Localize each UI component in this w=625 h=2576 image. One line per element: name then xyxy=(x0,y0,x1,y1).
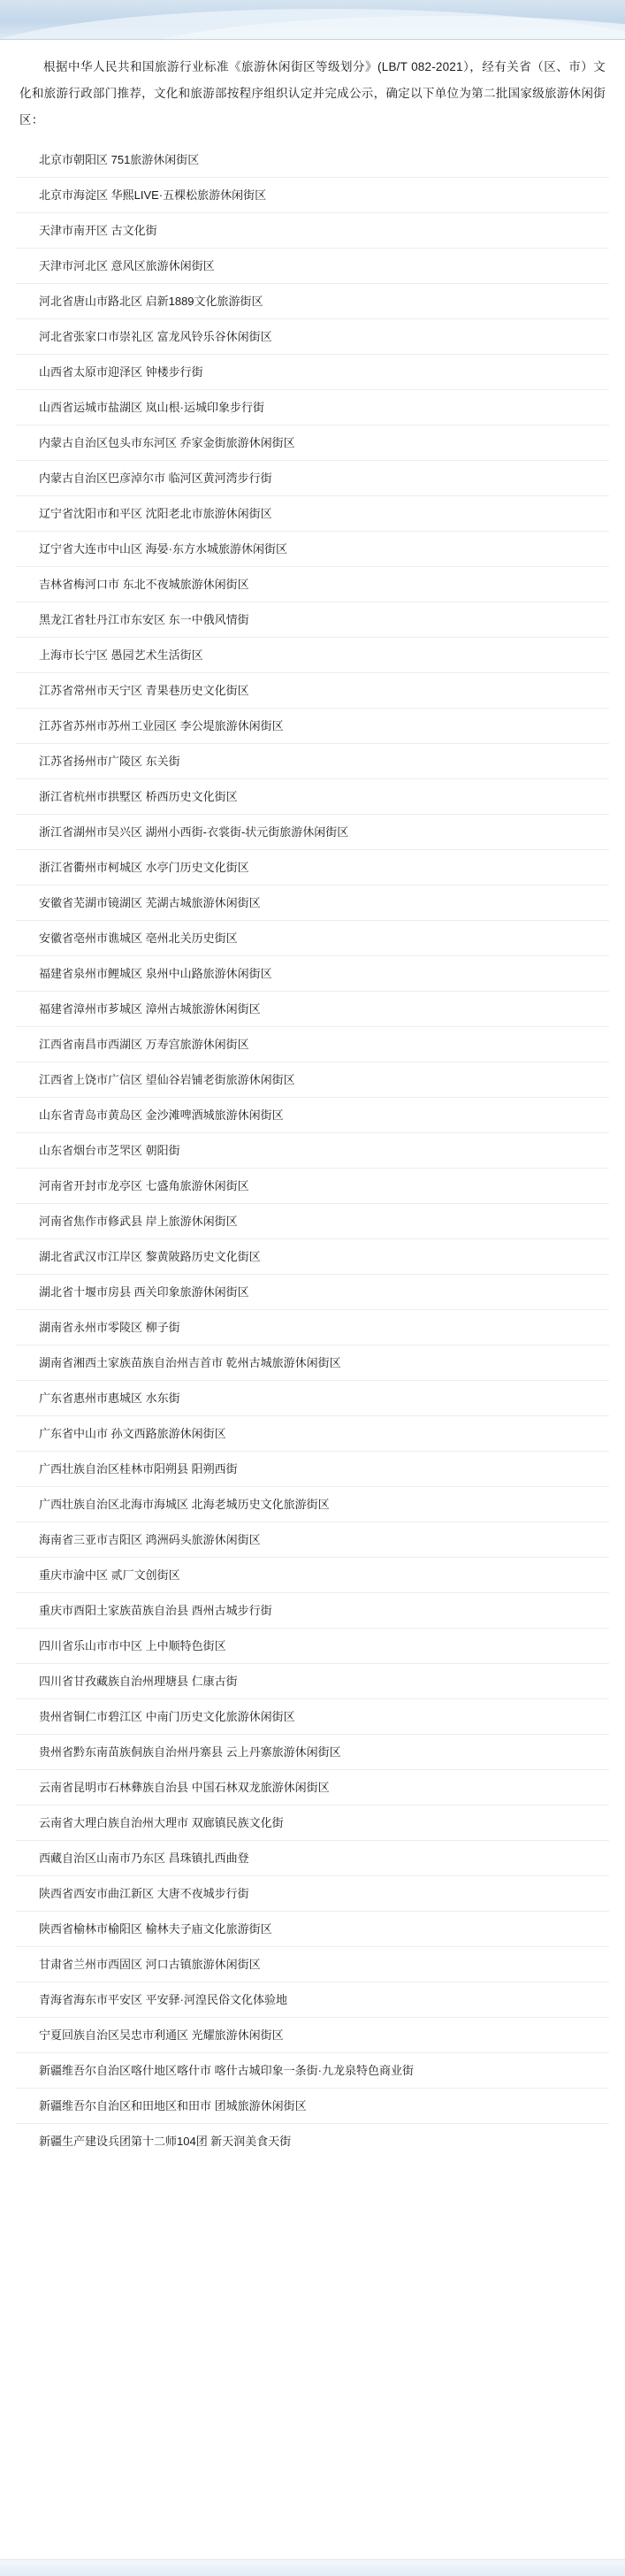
intro-paragraph: 根据中华人民共和国旅游行业标准《旅游休闲街区等级划分》(LB/T 082-2021），经有关省（区、市）文化和旅游行政部门推荐，文化和旅游部按程序组织认定并完成公示，确定以下单位为第二批国家级旅游休闲街区： xyxy=(19,60,606,126)
page-header-banner xyxy=(0,0,625,40)
list-item: 贵州省黔东南苗族侗族自治州丹寨县 云上丹寨旅游休闲街区 xyxy=(16,1735,609,1770)
document-content xyxy=(0,40,625,2180)
list-item: 上海市长宁区 愚园艺术生活街区 xyxy=(16,638,609,673)
list-item: 山东省烟台市芝罘区 朝阳街 xyxy=(16,1133,609,1169)
list-item: 福建省漳州市芗城区 漳州古城旅游休闲街区 xyxy=(16,992,609,1027)
list-item: 重庆市渝中区 贰厂文创街区 xyxy=(16,1558,609,1593)
list-item: 北京市朝阳区 751旅游休闲街区 xyxy=(16,142,609,178)
list-item: 黑龙江省牡丹江市东安区 东一中俄风情街 xyxy=(16,602,609,638)
list-item: 西藏自治区山南市乃东区 昌珠镇扎西曲登 xyxy=(16,1841,609,1876)
list-item: 云南省大理白族自治州大理市 双廊镇民族文化街 xyxy=(16,1806,609,1841)
list-item: 湖北省武汉市江岸区 黎黄陂路历史文化街区 xyxy=(16,1239,609,1275)
list-item: 山西省运城市盐湖区 岚山根·运城印象步行街 xyxy=(16,390,609,426)
list-item: 贵州省铜仁市碧江区 中南门历史文化旅游休闲街区 xyxy=(16,1699,609,1735)
list-item: 湖南省湘西土家族苗族自治州吉首市 乾州古城旅游休闲街区 xyxy=(16,1346,609,1381)
list-item: 新疆维吾尔自治区喀什地区喀什市 喀什古城印象一条街·九龙泉特色商业街 xyxy=(16,2053,609,2089)
list-item: 青海省海东市平安区 平安驿·河湟民俗文化体验地 xyxy=(16,1982,609,2018)
list-item: 四川省甘孜藏族自治州理塘县 仁康古街 xyxy=(16,1664,609,1699)
list-item: 新疆维吾尔自治区和田地区和田市 团城旅游休闲街区 xyxy=(16,2089,609,2124)
list-item: 山东省青岛市黄岛区 金沙滩啤酒城旅游休闲街区 xyxy=(16,1098,609,1133)
street-list xyxy=(16,142,609,2158)
list-item: 陕西省榆林市榆阳区 榆林夫子庙文化旅游街区 xyxy=(16,1912,609,1947)
list-item: 辽宁省大连市中山区 海晏·东方水城旅游休闲街区 xyxy=(16,532,609,567)
list-item: 湖北省十堰市房县 西关印象旅游休闲街区 xyxy=(16,1275,609,1310)
list-item: 海南省三亚市吉阳区 鸿洲码头旅游休闲街区 xyxy=(16,1522,609,1558)
list-item: 山西省太原市迎泽区 钟楼步行街 xyxy=(16,355,609,390)
list-item: 广东省惠州市惠城区 水东街 xyxy=(16,1381,609,1416)
list-item: 江苏省苏州市苏州工业园区 李公堤旅游休闲街区 xyxy=(16,709,609,744)
list-item: 重庆市酉阳土家族苗族自治县 酉州古城步行街 xyxy=(16,1593,609,1629)
list-item: 辽宁省沈阳市和平区 沈阳老北市旅游休闲街区 xyxy=(16,496,609,532)
list-item: 内蒙古自治区巴彦淖尔市 临河区黄河湾步行街 xyxy=(16,461,609,496)
list-item: 浙江省杭州市拱墅区 桥西历史文化街区 xyxy=(16,779,609,815)
list-item: 浙江省湖州市吴兴区 湖州小西街-衣裳街-状元街旅游休闲街区 xyxy=(16,815,609,850)
list-item: 江西省南昌市西湖区 万寿宫旅游休闲街区 xyxy=(16,1027,609,1062)
list-item: 天津市河北区 意风区旅游休闲街区 xyxy=(16,249,609,284)
list-item: 安徽省芜湖市镜湖区 芜湖古城旅游休闲街区 xyxy=(16,886,609,921)
list-item: 浙江省衢州市柯城区 水亭门历史文化街区 xyxy=(16,850,609,886)
list-item: 湖南省永州市零陵区 柳子街 xyxy=(16,1310,609,1346)
list-item: 福建省泉州市鲤城区 泉州中山路旅游休闲街区 xyxy=(16,956,609,992)
list-item: 吉林省梅河口市 东北不夜城旅游休闲街区 xyxy=(16,567,609,602)
list-item: 广东省中山市 孙文西路旅游休闲街区 xyxy=(16,1416,609,1452)
list-item: 广西壮族自治区桂林市阳朔县 阳朔西街 xyxy=(16,1452,609,1487)
list-item: 江苏省常州市天宁区 青果巷历史文化街区 xyxy=(16,673,609,709)
list-item: 甘肃省兰州市西固区 河口古镇旅游休闲街区 xyxy=(16,1947,609,1982)
list-item: 江西省上饶市广信区 望仙谷岩铺老街旅游休闲街区 xyxy=(16,1062,609,1098)
list-item: 陕西省西安市曲江新区 大唐不夜城步行街 xyxy=(16,1876,609,1912)
list-item: 河北省张家口市崇礼区 富龙风铃乐谷休闲街区 xyxy=(16,319,609,355)
list-item: 江苏省扬州市广陵区 东关街 xyxy=(16,744,609,779)
list-item: 河南省焦作市修武县 岸上旅游休闲街区 xyxy=(16,1204,609,1239)
list-item: 云南省昆明市石林彝族自治县 中国石林双龙旅游休闲街区 xyxy=(16,1770,609,1806)
list-item: 内蒙古自治区包头市东河区 乔家金街旅游休闲街区 xyxy=(16,426,609,461)
list-item: 河北省唐山市路北区 启新1889文化旅游街区 xyxy=(16,284,609,319)
page-footer-bar xyxy=(0,2559,625,2576)
list-item: 宁夏回族自治区吴忠市利通区 光耀旅游休闲街区 xyxy=(16,2018,609,2053)
list-item: 天津市南开区 古文化街 xyxy=(16,213,609,249)
list-item: 河南省开封市龙亭区 七盛角旅游休闲街区 xyxy=(16,1169,609,1204)
list-item: 新疆生产建设兵团第十二师104团 新天润美食天街 xyxy=(39,2135,292,2148)
list-item: 北京市海淀区 华熙LIVE·五棵松旅游休闲街区 xyxy=(16,178,609,213)
list-item: 四川省乐山市市中区 上中顺特色街区 xyxy=(16,1629,609,1664)
list-item: 安徽省亳州市谯城区 亳州北关历史街区 xyxy=(16,921,609,956)
list-item: 广西壮族自治区北海市海城区 北海老城历史文化旅游街区 xyxy=(16,1487,609,1522)
